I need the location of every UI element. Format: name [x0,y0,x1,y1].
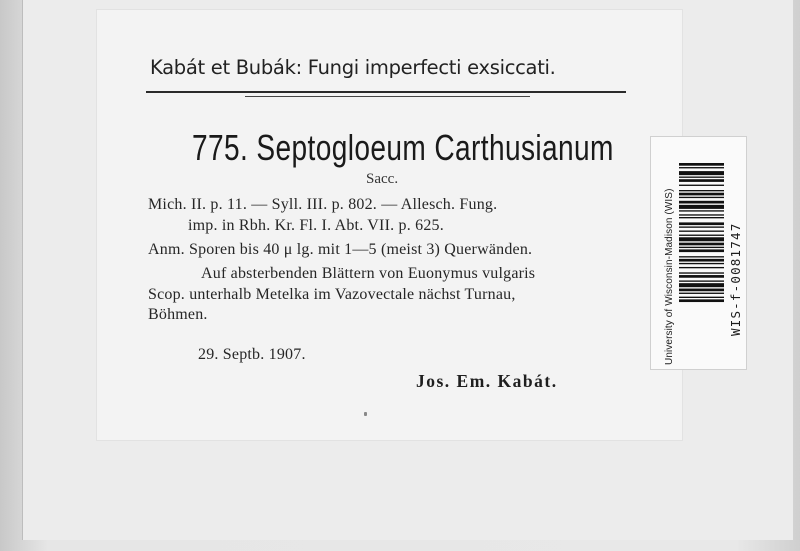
habitat-line-3: Böhmen. [148,306,208,323]
habitat-line-2: Scop. unterhalb Metelka im Vazovectale nächst Turnau, [148,286,516,303]
catalog-number: WIS-f-0081747 [728,222,743,336]
collection-header: Kabát et Bubák: Fungi imperfecti exsiccati. [150,56,556,79]
header-rule-thin [245,96,530,97]
collection-date: 29. Septb. 1907. [198,346,306,363]
spore-note: Anm. Sporen bis 40 μ lg. mit 1—5 (meist 3) Querwänden. [148,241,533,258]
institution-text: University of Wisconsin-Madison (WIS) [664,188,675,365]
habitat-line-1: Auf absterbenden Blättern von Euonymus vulgaris [201,265,536,282]
header-rule [146,91,626,93]
reference-line-1: Mich. II. p. 11. — Syll. III. p. 802. — Allesch. Fung. [148,196,498,213]
paper-speck [364,412,367,416]
reference-line-2: imp. in Rbh. Kr. Fl. I. Abt. VII. p. 625. [188,217,444,234]
specimen-title: 775. Septogloeum Carthusianum [192,127,614,168]
collector-name: Jos. Em. Kabát. [416,371,558,391]
taxon-authority: Sacc. [366,171,399,187]
barcode-icon [679,163,724,363]
